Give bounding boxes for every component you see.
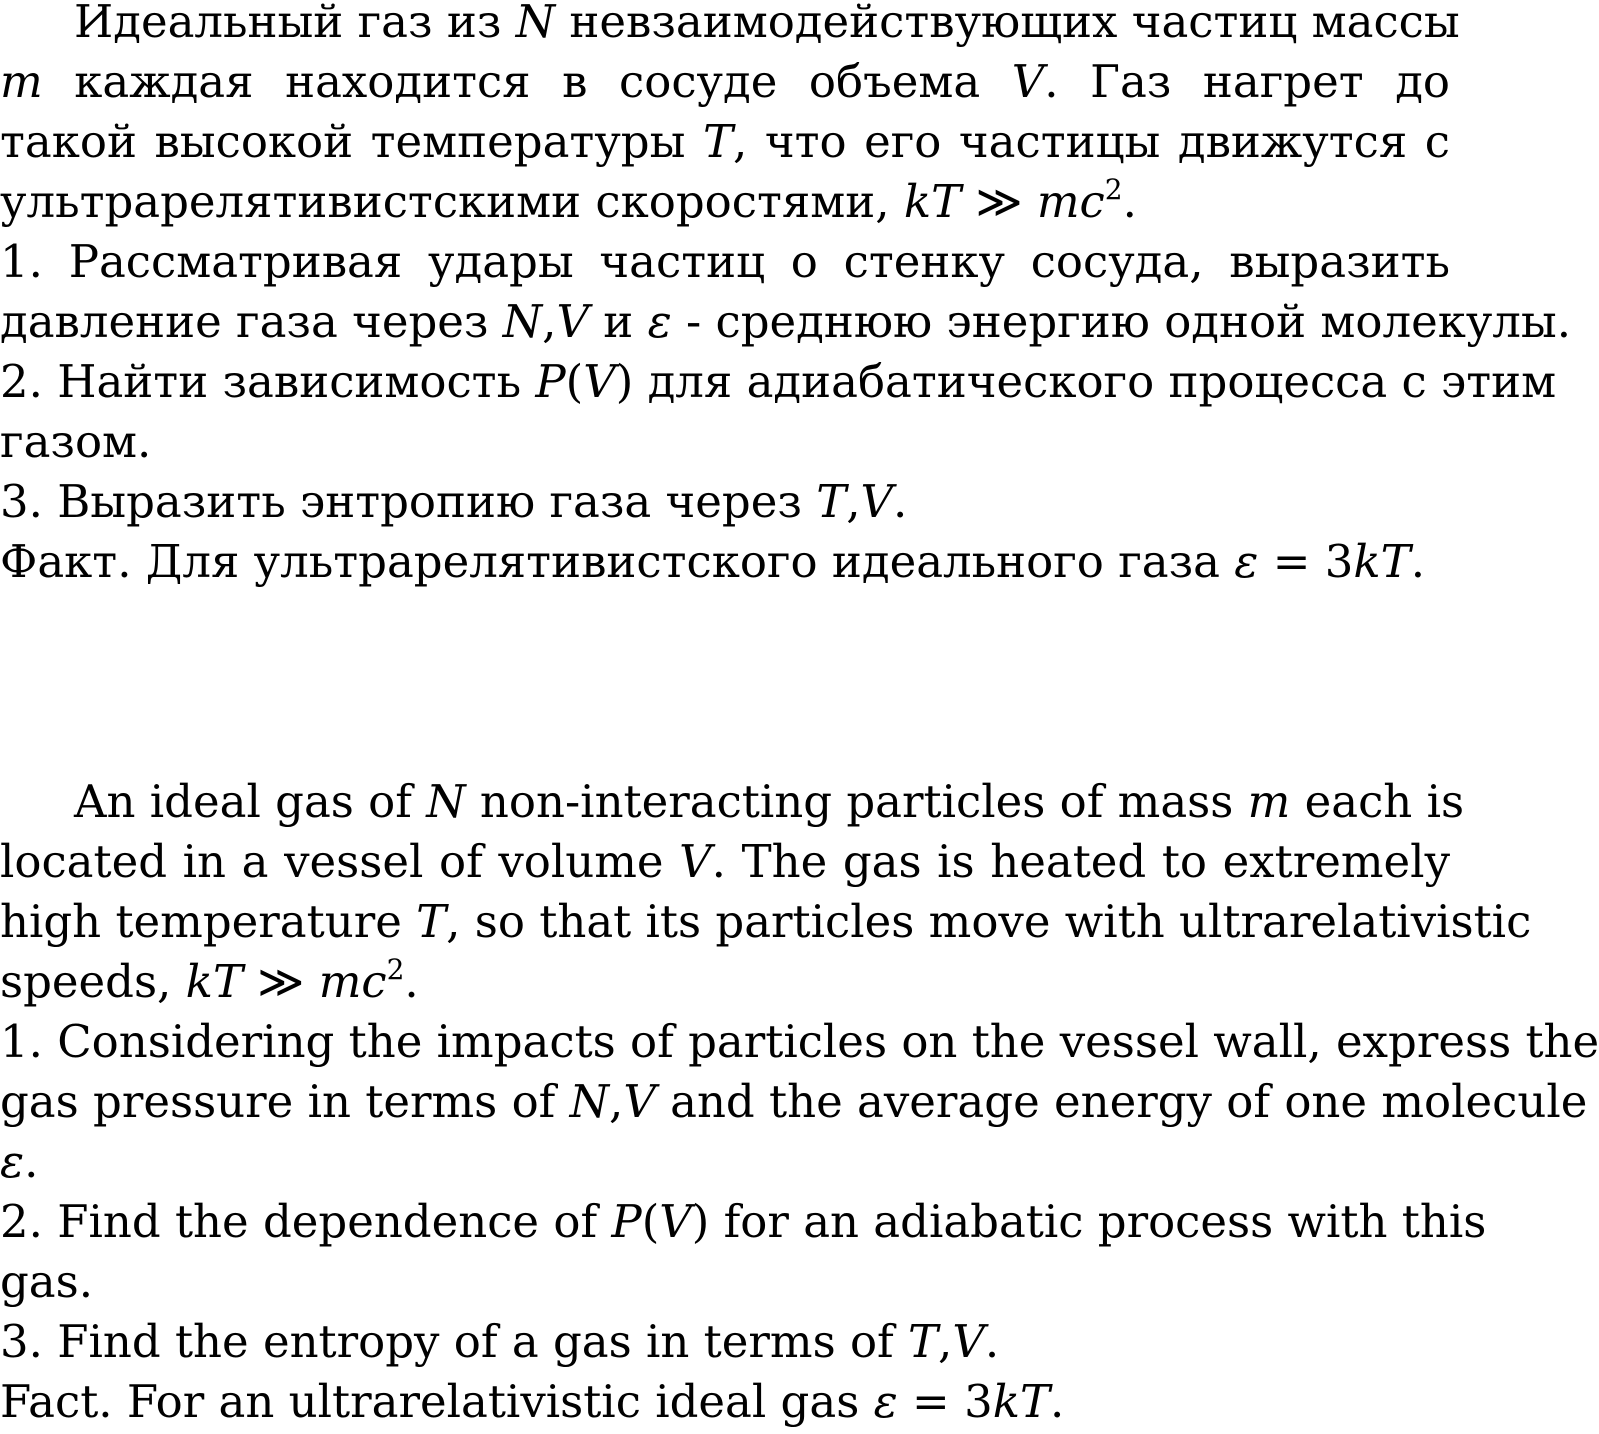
math-symbol: V	[860, 475, 894, 528]
math-symbol: V	[1011, 55, 1045, 108]
russian-line-3	[0, 112, 1450, 172]
russian-item-1-line-2	[0, 292, 1572, 352]
english-item-3	[0, 1312, 1450, 1372]
math-symbol: kT	[1353, 535, 1411, 588]
text-run: и	[588, 295, 648, 348]
text-run: .	[984, 1315, 1000, 1368]
text-run: = 3	[1258, 535, 1354, 588]
text-run: 1. Considering the impacts of particles on the vessel wall, express the	[0, 1015, 1599, 1068]
russian-item-1-line-1	[0, 232, 1450, 292]
math-symbol: V	[556, 295, 589, 348]
text-run: non-interacting particles of mass	[465, 775, 1248, 828]
text-run: .	[1050, 1375, 1065, 1428]
math-symbol: ε	[0, 1135, 25, 1188]
text-run: .	[893, 475, 908, 528]
math-symbol: V	[583, 355, 616, 408]
english-line-1	[0, 772, 1465, 832]
russian-line-2	[0, 52, 1450, 112]
text-run: 2. Find the dependence of	[0, 1195, 612, 1248]
text-run: Идеальный газ из	[74, 0, 516, 48]
math-symbol: P	[535, 355, 566, 408]
text-run: ≫	[961, 175, 1037, 228]
text-run: , что его частицы движутся с	[732, 115, 1451, 168]
text-run: and the average energy of one molecule	[655, 1075, 1588, 1128]
text-run: - среднюю энергию одной молекулы.	[671, 295, 1572, 348]
text-run: ) для адиабатического процесса с этим	[615, 355, 1557, 408]
text-run: ,	[609, 1075, 624, 1128]
math-symbol: N	[515, 0, 556, 48]
text-run: Fact. For an ultrarelativistic ideal gas	[0, 1375, 874, 1428]
text-run: .	[24, 1135, 39, 1188]
text-run: = 3	[897, 1375, 993, 1428]
text-run: (	[565, 355, 584, 408]
math-symbol: kT	[185, 955, 243, 1008]
text-run: ,	[542, 295, 557, 348]
text-run: давление газа через	[0, 295, 503, 348]
math-symbol: P	[611, 1195, 642, 1248]
text-run: 3. Find the entropy of a gas in terms of	[0, 1315, 909, 1368]
text-run: . The gas is heated to extremely	[711, 835, 1450, 888]
russian-item-3	[0, 472, 1450, 532]
text-run: , so that its particles move with ultrarelativistic	[446, 895, 1532, 948]
math-symbol: kT	[903, 175, 962, 228]
english-item-1-line-2	[0, 1072, 1588, 1132]
math-symbol: mc	[1036, 175, 1105, 228]
text-run: 3. Выразить энтропию газа через	[0, 475, 817, 528]
text-run: такой высокой температуры	[0, 115, 703, 168]
russian-line-1	[0, 0, 1460, 52]
text-run: each is	[1290, 775, 1465, 828]
text-run: .	[404, 955, 419, 1008]
text-run: gas pressure in terms of	[0, 1075, 570, 1128]
text-run: An ideal gas of	[74, 775, 427, 828]
text-run: . Газ нагрет до	[1044, 55, 1450, 108]
english-line-2	[0, 832, 1450, 892]
russian-line-4	[0, 172, 1450, 232]
text-run: газом.	[0, 415, 152, 468]
math-symbol: kT	[992, 1375, 1050, 1428]
text-run: located in a vessel of volume	[0, 835, 680, 888]
math-symbol: ε	[1234, 535, 1259, 588]
math-superscript: 2	[1104, 173, 1123, 206]
english-item-2-line-2	[0, 1252, 1450, 1312]
text-run: (	[641, 1195, 660, 1248]
text-run: high temperature	[0, 895, 417, 948]
math-superscript: 2	[386, 953, 405, 986]
math-symbol: m	[0, 55, 43, 108]
text-run: ,	[846, 475, 861, 528]
text-run: .	[1122, 175, 1137, 228]
math-symbol: V	[623, 1075, 656, 1128]
math-symbol: T	[816, 475, 847, 528]
text-run: ≫	[242, 955, 319, 1008]
english-line-4	[0, 952, 1450, 1012]
math-symbol: V	[679, 835, 712, 888]
math-symbol: T	[908, 1315, 939, 1368]
russian-item-2-line-2	[0, 412, 1450, 472]
math-symbol: N	[502, 295, 543, 348]
english-item-2-line-1	[0, 1192, 1487, 1252]
math-symbol: T	[416, 895, 447, 948]
math-symbol: ε	[647, 295, 672, 348]
russian-item-2-line-1	[0, 352, 1557, 412]
text-run: невзаимодействующих частиц массы	[555, 0, 1460, 48]
text-run: Факт. Для ультрарелятивистского идеального газа	[0, 535, 1235, 588]
english-problem-text	[0, 772, 1599, 1432]
text-run: ультрарелятивистскими скоростями,	[0, 175, 904, 228]
math-symbol: V	[659, 1195, 692, 1248]
math-symbol: V	[952, 1315, 985, 1368]
text-run: 2. Найти зависимость	[0, 355, 536, 408]
math-symbol: N	[569, 1075, 609, 1128]
russian-problem-text	[0, 0, 1572, 592]
english-fact	[0, 1372, 1450, 1432]
math-symbol: m	[1247, 775, 1291, 828]
math-symbol: T	[702, 115, 733, 168]
text-run: 1. Рассматривая удары частиц о стенку сосуда, выразить	[0, 235, 1450, 288]
text-run: ) for an adiabatic process with this	[691, 1195, 1487, 1248]
text-run: speeds,	[0, 955, 186, 1008]
text-run: .	[1410, 535, 1425, 588]
english-item-1-line-3	[0, 1132, 1450, 1192]
russian-fact	[0, 532, 1450, 592]
text-run: ,	[938, 1315, 953, 1368]
math-symbol: ε	[873, 1375, 898, 1428]
math-symbol: mc	[318, 955, 387, 1008]
math-symbol: N	[426, 775, 466, 828]
text-run: gas.	[0, 1255, 94, 1308]
english-line-3	[0, 892, 1532, 952]
english-item-1-line-1	[0, 1012, 1599, 1072]
text-run: каждая находится в сосуде объема	[42, 55, 1012, 108]
